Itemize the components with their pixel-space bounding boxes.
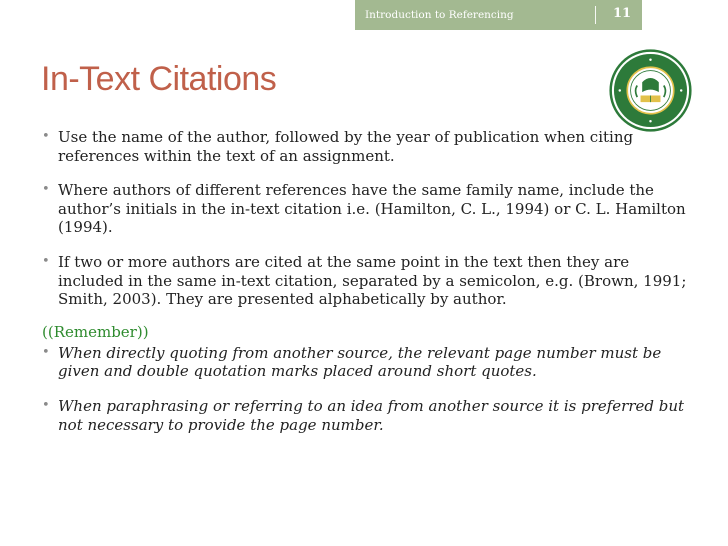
slide-title: In-Text Citations: [41, 60, 277, 98]
bullet-icon: •: [42, 129, 50, 144]
bullet-icon: •: [42, 182, 50, 198]
slide-number: 11: [612, 6, 632, 21]
bullet-item-1: [42, 128, 692, 165]
bullet-text: When paraphrasing or referring to an idea from another source it is preferred but not necessary to provide the page number.: [58, 396, 685, 434]
bullet-icon: •: [42, 344, 50, 360]
university-seal-icon: [609, 49, 692, 132]
bullet-item-3: [42, 253, 692, 309]
bullet-text: Use the name of the author, followed by the year of publication when citing references within the text of an assignment.: [58, 128, 634, 165]
bullet-text: If two or more authors are cited at the same point in the text then they are included in the same in-text citation, separated by a semicolon, e.g. (Brown, 1991; Smith, 2003). They are presented alphabetically by author.: [58, 252, 687, 309]
bullet-icon: •: [42, 253, 50, 269]
remember-label: ((Remember)): [42, 322, 149, 341]
remember-bullet-1: [42, 344, 692, 381]
bullet-icon: •: [42, 397, 50, 413]
bullet-text: When directly quoting from another source, the relevant page number must be given and double quotation marks placed around short quotes.: [58, 343, 662, 381]
header-divider: [595, 6, 596, 24]
slide-content: [42, 128, 692, 434]
bullet-item-2: [42, 181, 692, 237]
bullet-text: Where authors of different references have the same family name, include the author’s initials in the in-text citation i.e. (Hamilton, C. L., 1994) or C. L. Hamilton (1994).: [58, 181, 686, 237]
remember-bullet-2: [42, 397, 692, 434]
presentation-title: Introduction to Referencing: [365, 9, 514, 21]
